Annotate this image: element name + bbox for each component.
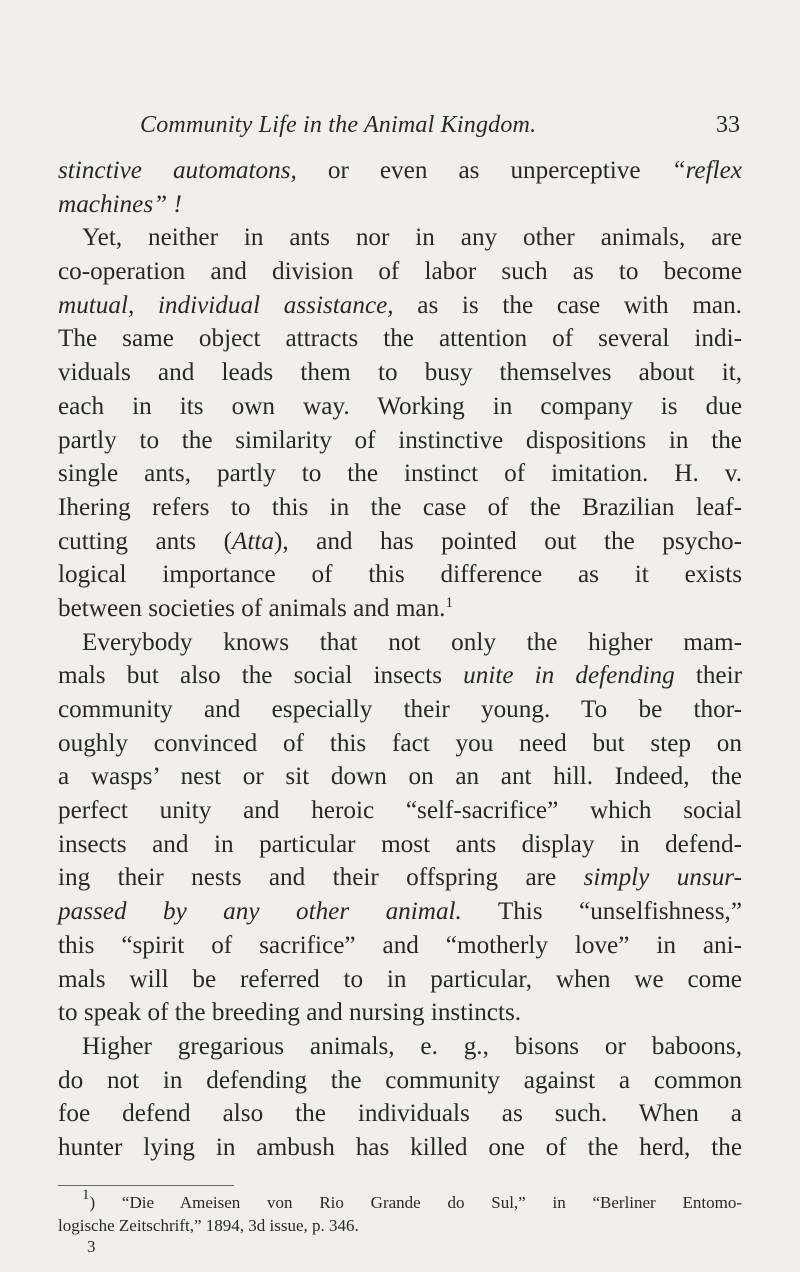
text-run: cutting ants ( [58, 527, 232, 555]
italic-phrase: stinctive automatons, [58, 157, 297, 184]
text-run: their [674, 662, 742, 690]
text-line: Yet, neither in ants nor in any other animals, are [82, 224, 742, 252]
text-line: perfect unity and heroic “self-sacrifice” which social [58, 797, 742, 825]
italic-phrase: mutual, individual assistance, [58, 291, 394, 319]
italic-phrase: Atta [231, 527, 274, 555]
text-run: This “unselfishness,” [461, 898, 742, 926]
footnote-divider [58, 1185, 234, 1186]
text-line: Higher gregarious animals, e. g., bisons or baboons, [82, 1032, 742, 1060]
text-run: ing their nests and their offspring are [58, 864, 584, 892]
text-line: each in its own way. Working in company is due [58, 392, 742, 420]
italic-phrase: “reflex [671, 157, 742, 184]
text-line: single ants, partly to the instinct of imitation. H. v. [58, 460, 742, 488]
footnote-line [58, 1187, 742, 1214]
running-head [140, 112, 740, 146]
italic-phrase: passed by any other animal. [58, 898, 462, 926]
footnote [58, 1187, 742, 1237]
body-text [58, 154, 742, 1165]
footnote-line: logische Zeitschrift,” 1894, 3d issue, p. 346. [58, 1216, 359, 1235]
text-line [58, 154, 742, 188]
text-line: a wasps’ nest or sit down on an ant hill. Indeed, the [58, 763, 742, 791]
footnote-marker: 1 [82, 1187, 90, 1203]
text-line [58, 289, 742, 323]
text-line: Ihering refers to this in the case of the Brazilian leaf- [58, 493, 742, 521]
text-line: Everybody knows that not only the higher mam- [82, 628, 742, 656]
running-title: Community Life in the Animal Kingdom. [140, 112, 537, 138]
footnote-text: ) “Die Ameisen von Rio Grande do Sul,” in “Berliner Entomo- [89, 1193, 742, 1212]
text-line: do not in defending the community against a common [58, 1066, 742, 1094]
text-line [58, 861, 742, 895]
text-line [58, 659, 742, 693]
text-line: this “spirit of sacrifice” and “motherly love” in ani- [58, 931, 742, 959]
text-line [58, 525, 742, 559]
italic-phrase: unite in defending [463, 662, 675, 690]
text-run: ! [167, 190, 182, 218]
signature-mark: 3 [87, 1237, 96, 1256]
text-run: ), and has pointed out the psycho- [273, 527, 742, 555]
text-run: between societies of animals and man. [58, 594, 446, 622]
text-line: oughly convinced of this fact you need but step on [58, 729, 742, 757]
text-line: viduals and leads them to busy themselves about it, [58, 359, 742, 387]
text-line: foe defend also the individuals as such. When a [58, 1100, 742, 1128]
text-line [58, 895, 742, 929]
text-run: or even as unperceptive [296, 157, 672, 184]
text-line [58, 188, 742, 222]
text-line: logical importance of this difference as it exists [58, 561, 742, 589]
text-line: insects and in particular most ants display in defend- [58, 830, 742, 858]
italic-phrase: machines” [58, 190, 168, 218]
text-run: as is the case with man. [393, 291, 742, 319]
page-number: 33 [716, 112, 740, 138]
text-line: The same object attracts the attention of several indi- [58, 325, 742, 353]
text-line: hunter lying in ambush has killed one of the herd, the [58, 1133, 742, 1161]
text-line: mals will be referred to in particular, when we come [58, 965, 742, 993]
text-line: co-operation and division of labor such as to become [58, 258, 742, 286]
text-line [58, 592, 742, 626]
text-line: partly to the similarity of instinctive dispositions in the [58, 426, 742, 454]
text-line: to speak of the breeding and nursing instincts. [58, 999, 522, 1027]
text-run: mals but also the social insects [58, 662, 464, 690]
footnote-reference[interactable]: 1 [445, 594, 453, 611]
italic-phrase: simply unsur- [583, 864, 742, 892]
text-line: community and especially their young. To be thor- [58, 696, 742, 723]
